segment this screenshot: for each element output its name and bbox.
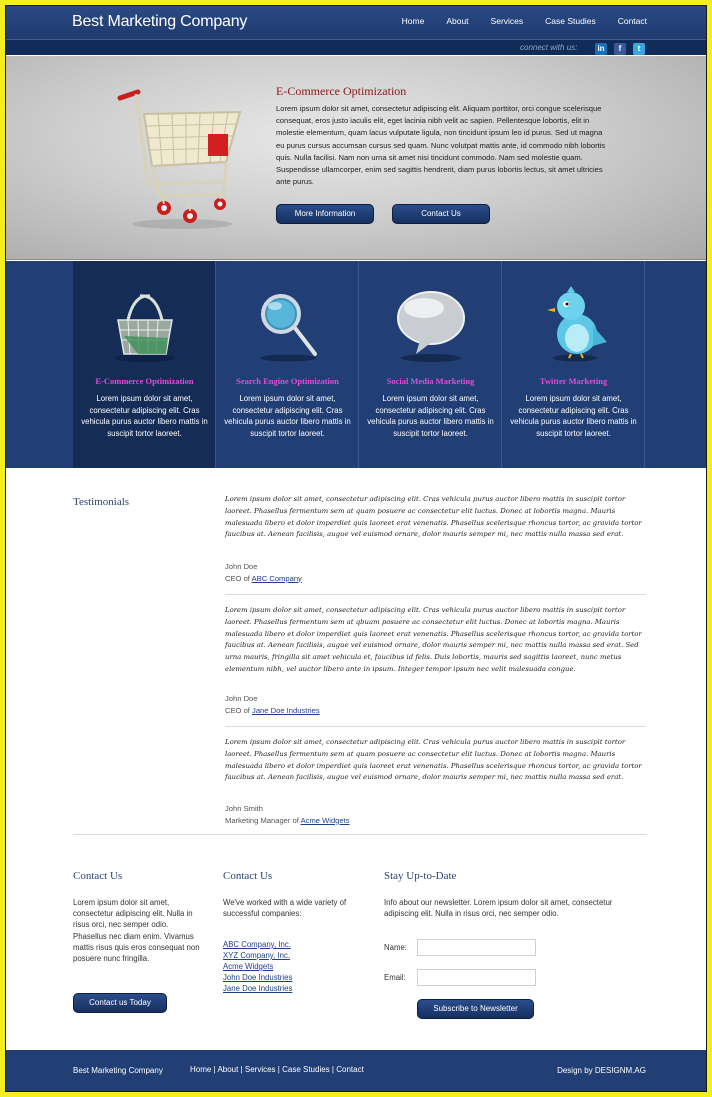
hero-contact-button[interactable]: Contact Us [392,204,490,224]
linkedin-icon[interactable]: in [595,43,607,55]
service-title: Search Engine Optimization [236,376,339,386]
author-name: John Doe [225,694,258,703]
client-link[interactable]: ABC Company, Inc. [223,940,291,949]
service-title: Twitter Marketing [539,376,608,386]
client-link[interactable]: Acme Widgets [223,962,274,971]
client-link[interactable]: XYZ Company, Inc. [223,951,291,960]
testimonials-heading: Testimonials [73,496,130,508]
page-frame [5,5,707,1092]
site-footer [6,1050,706,1092]
twitter-icon[interactable]: t [633,43,645,55]
service-text: Lorem ipsum dolor sit amet, consectetur adipiscing elit. Cras vehicula purus auctor libero mattis in suscipit tortor laoreet. [81,394,208,438]
nav-services[interactable]: Services [490,16,524,26]
company-link[interactable]: Jane Doe Industries [252,705,320,715]
footer-separator: | [275,1065,283,1074]
newsletter-text: Info about our newsletter. Lorem ipsum dolor sit amet, consectetur adipiscing elit. Nulla in risus orci, nec semper odio. [384,898,613,919]
author-role: Marketing Manager of Acme Widgets [225,815,350,825]
divider [225,726,646,727]
speech-bubble-icon [394,286,468,364]
footer-separator: | [211,1065,218,1074]
testimonial-author [225,561,302,584]
email-label: Email: [384,973,406,982]
footer-link-about[interactable]: About [217,1065,239,1074]
service-card-ecommerce[interactable] [73,261,216,468]
service-card-social[interactable] [359,261,502,468]
basket-icon [108,286,182,364]
testimonial-author [225,693,320,716]
contact-us-today-button[interactable]: Contact us Today [73,993,167,1013]
facebook-icon[interactable]: f [614,43,626,55]
testimonial-quote: Lorem ipsum dolor sit amet, consectetur adipiscing elit. Cras vehicula purus auctor libero mattis in suscipit tortor laoreet. Phasellus fermentum sem at quam posuere ac consectetur elit luctus. Donec at lobortis magna. Mauris malesuada libero et dolor imperdiet quis laoreet erat venenatis. Phasellus scelerisque rhoncus tortor, ac gravida tortor faucibus at. Aenean facilisis, augue vel euismod ornare, dolor mauris semper mi, nec mattis nulla massa sed erat. [225,738,642,782]
service-text: Lorem ipsum dolor sit amet, consectetur adipiscing elit. Cras vehicula purus auctor libero mattis in suscipit tortor laoreet. [510,394,637,438]
footer-separator: | [238,1065,245,1074]
divider [225,594,646,595]
nav-about[interactable]: About [446,16,469,26]
author-name: John Smith [225,804,263,813]
service-title: Social Media Marketing [386,376,475,386]
connect-label: connect with us: [520,43,578,52]
magnifier-icon [251,286,325,364]
name-label: Name: [384,943,407,952]
service-card-seo[interactable] [216,261,359,468]
testimonial-author [225,803,350,826]
hero-title: E-Commerce Optimization [276,84,407,98]
author-role: CEO of ABC Company [225,573,302,583]
footer-brand: Best Marketing Company [73,1066,163,1075]
shopping-cart-icon [114,84,244,232]
email-input[interactable] [417,969,536,986]
nav-home[interactable]: Home [401,16,425,26]
subscribe-button[interactable]: Subscribe to Newsletter [417,999,534,1019]
more-information-button[interactable]: More Information [276,204,374,224]
company-link[interactable]: ABC Company [251,573,302,583]
site-logo[interactable]: Best Marketing Company [72,13,248,30]
clients-text: We've worked with a wide variety of successful companies: [223,898,347,919]
service-text: Lorem ipsum dolor sit amet, consectetur adipiscing elit. Cras vehicula purus auctor libero mattis in suscipit tortor laoreet. [224,394,351,438]
hero-section [6,56,706,260]
company-link[interactable]: Acme Widgets [300,815,350,825]
service-card-twitter[interactable] [502,261,645,468]
bird-icon [537,286,611,364]
footer-link-home[interactable]: Home [190,1065,212,1074]
client-link[interactable]: Jane Doe Industries [223,984,293,993]
client-link[interactable]: John Doe Industries [223,973,293,982]
site-header [6,6,706,39]
hero-text: Lorem ipsum dolor sit amet, consectetur adipiscing elit. Aliquam porttitor, orci congue scelerisque consequat, eros justo iaculis elit, eget lacinia nibh velit ac sapien. Pellentesque lobortis, elit in molestie elementum, quam lacus vulputate ligula, non tincidunt ipsum leo id purus. Sed ut magna eu purus cursus accumsan cursus sed quam. Nunc volutpat mattis ante, id commodo nibh lobortis quis. Nulla facilisi. Nam non urna sit amet nisi tincidunt commodo. Nam sed molestie quam. Suspendisse ullamcorper, enim sed sagittis hendrerit, diam purus lobortis lectus, sit amet ultricies ante purus. [276,104,606,187]
clients-title: Contact Us [223,870,273,882]
newsletter-title: Stay Up-to-Date [384,870,457,882]
service-title: E-Commerce Optimization [95,376,194,386]
section-divider [73,834,647,835]
footer-nav [190,1065,364,1074]
nav-case-studies[interactable]: Case Studies [545,16,596,26]
author-name: John Doe [225,562,258,571]
services-band [6,261,706,468]
name-input[interactable] [417,939,536,956]
testimonial-quote: Lorem ipsum dolor sit amet, consectetur adipiscing elit. Cras vehicula purus auctor libero mattis in suscipit tortor laoreet. Phasellus fermentum sem at qbuam posuere ac consectetur elit luctus. Donec at lobortis magna. Mauris malesuada libero et dolor imperdiet quis laoreet erat venenatis. Phasellus scelerisque rhoncus tortor, ac gravida tortor faucibus at. Aenean facilisis, augue vel euismod ornare, dolor mauris semper mi, nec mattis nulla massa sed erat. Sed urna mauris, fringilla sit amet vehicula et, faucibus id felis. Duis lobortis, mauris sed sagittis laoreet, nunc metus elementum nibh, vel auctor libero ante in ipsum. Integer tempor ipsum nec velit malesuada congue. [225,606,642,673]
nav-contact[interactable]: Contact [617,16,647,26]
contact-text: Lorem ipsum dolor sit amet, consectetur adipiscing elit. Nulla in risus orci, nec semper odio. Phasellus nec diam enim. Vivamus mattis risus quis eros consequat non posuere nunc fringilla. [73,898,200,964]
contact-title: Contact Us [73,870,123,882]
main-nav [380,16,647,26]
footer-separator: | [329,1065,337,1074]
connect-bar [6,39,706,55]
author-role: CEO of Jane Doe Industries [225,705,320,715]
footer-link-case-studies[interactable]: Case Studies [282,1065,330,1074]
footer-credit: Design by DESIGNM.AG [557,1066,646,1075]
service-text: Lorem ipsum dolor sit amet, consectetur adipiscing elit. Cras vehicula purus auctor libero mattis in suscipit tortor laoreet. [367,394,494,438]
footer-link-services[interactable]: Services [244,1065,276,1074]
testimonial-quote: Lorem ipsum dolor sit amet, consectetur adipiscing elit. Cras vehicula purus auctor libero mattis in suscipit tortor laoreet. Phasellus fermentum sem at quam posuere ac consectetur elit luctus. Donec at lobortis magna. Mauris malesuada libero et dolor imperdiet quis laoreet erat venenatis. Phasellus scelerisque rhoncus tortor, ac gravida tortor faucibus at. Aenean facilisis, augue vel euismod ornare, dolor mauris semper mi, nec mattis nulla massa sed erat. [225,495,642,539]
footer-link-contact[interactable]: Contact [336,1065,364,1074]
client-list [223,939,292,994]
